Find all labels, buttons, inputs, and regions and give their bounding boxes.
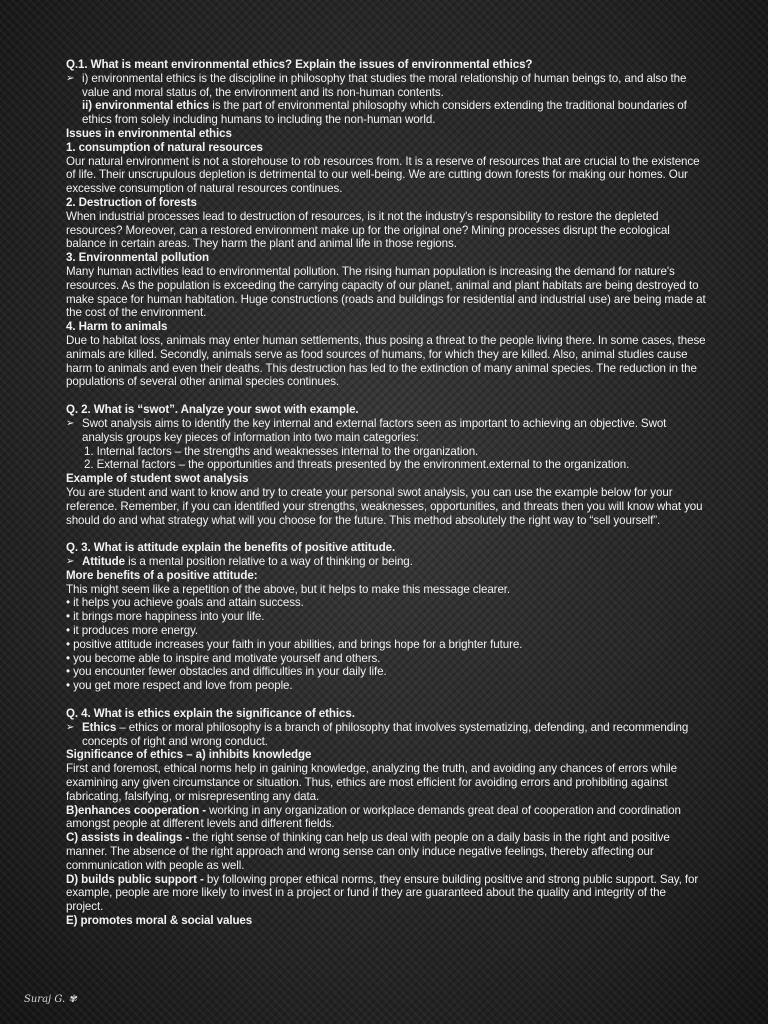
q4-d-item: D) builds public support - by following proper ethical norms, they ensure building positive and strong public support. Say, for example, people are more likely to invest in a project or fund if they are guaranteed about the quality and integrity of the project. bbox=[66, 872, 699, 914]
issues-heading: Issues in environmental ethics bbox=[66, 126, 232, 140]
q2-example-text: You are student and want to know and try to create your personal swot analysis, you can use the example below for your reference. Remember, if you can identified your strengths, weaknesses, opportunities, and threats then you will know what you should do and what strategy what will you choose for the future. This method absolutely the right way to “sell yourself”. bbox=[66, 485, 703, 527]
arrow-bullet-icon: ➢ bbox=[66, 556, 75, 568]
arrow-bullet-icon: ➢ bbox=[66, 721, 75, 733]
issue-1-heading: 1. consumption of natural resources bbox=[66, 140, 263, 154]
benefit-item: • you encounter fewer obstacles and difficulties in your daily life. bbox=[66, 665, 387, 679]
q2-intro: ➢ Swot analysis aims to identify the key internal and external factors seen as important to achieving an objective. Swot analysis groups key pieces of information into two main categories: bbox=[66, 416, 667, 444]
q2-title: Q. 2. What is “swot”. Analyze your swot with example. bbox=[66, 403, 359, 417]
q3-definition: ➢ Attitude is a mental position relative to a way of thinking or being. bbox=[66, 555, 413, 569]
benefit-item: • it brings more happiness into your life. bbox=[66, 610, 265, 624]
issue-3-heading: 3. Environmental pollution bbox=[66, 251, 209, 265]
issue-3-text: Many human activities lead to environmental pollution. The rising human population is increasing the demand for nature's resources. As the population is exceeding the carrying capacity of our planet, animal and plant habitats are being destroyed to make space for human habitation. Huge constructions (roads and buildings for residential and industrial use) are being made at the cost of the environment. bbox=[66, 264, 706, 320]
issue-4-text: Due to habitat loss, animals may enter human settlements, thus posing a threat to the people living there. In some cases, these animals are killed. Secondly, animals serve as food sources of humans, for which they are killed. Also, animal studies cause harm to animals and even their deaths. This destruction has led to the extinction of many animal species. The reduction in the populations of several other animal species continues. bbox=[66, 333, 706, 389]
q2-category-1: 1. Internal factors – the strengths and weaknesses internal to the organization. bbox=[84, 444, 479, 458]
q3-title: Q. 3. What is attitude explain the benefits of positive attitude. bbox=[66, 541, 396, 555]
benefit-item: • you become able to inspire and motivate yourself and others. bbox=[66, 651, 381, 665]
q4-b-item: B)enhances cooperation - working in any organization or workplace demands great deal of cooperation and coordination amongst people at different levels and different fields. bbox=[66, 803, 681, 831]
signature: Suraj G. ✾ bbox=[24, 994, 77, 1005]
q4-title: Q. 4. What is ethics explain the significance of ethics. bbox=[66, 707, 355, 721]
q1-definition-2: ii) environmental ethics is the part of environmental philosophy which considers extending the traditional boundaries of ethics from solely including humans to including the non-human world. bbox=[82, 99, 687, 127]
document-page bbox=[66, 58, 706, 928]
benefit-item: • it produces more energy. bbox=[66, 624, 199, 638]
q1-title: Q.1. What is meant environmental ethics? Explain the issues of environmental ethics? bbox=[66, 58, 533, 71]
q4-significance-heading: Significance of ethics – a) inhibits knowledge bbox=[66, 748, 312, 762]
q2-category-2: 2. External factors – the opportunities and threats presented by the environment.external to the organization. bbox=[84, 458, 630, 472]
issue-2-text: When industrial processes lead to destruction of resources, is it not the industry's responsibility to restore the depleted resources? Moreover, can a restored environment make up for the original one? Mining processes disrupt the ecological balance in certain areas. They harm the plant and animal life in those regions. bbox=[66, 209, 670, 251]
issue-2-heading: 2. Destruction of forests bbox=[66, 195, 197, 209]
benefit-item: • you get more respect and love from people. bbox=[66, 679, 293, 693]
q1-definition-1: ➢ i) environmental ethics is the discipline in philosophy that studies the moral relationship of human beings to, and also the value and moral status of, the environment and its non-human contents. bbox=[66, 71, 687, 99]
ornament-icon: ✾ bbox=[68, 994, 77, 1005]
arrow-bullet-icon: ➢ bbox=[66, 417, 75, 429]
benefit-item: • it helps you achieve goals and attain success. bbox=[66, 596, 304, 610]
q3-more-intro: This might seem like a repetition of the above, but it helps to make this message clearer. bbox=[66, 582, 511, 596]
q3-more-heading: More benefits of a positive attitude: bbox=[66, 568, 258, 582]
benefit-item: • positive attitude increases your faith in your abilities, and brings hope for a brighter future. bbox=[66, 637, 523, 651]
q4-definition: ➢ Ethics – ethics or moral philosophy is a branch of philosophy that involves systematizing, defending, and recommending concepts of right and wrong conduct. bbox=[66, 720, 689, 748]
q4-e-heading: E) promotes moral & social values bbox=[66, 914, 253, 928]
q2-example-heading: Example of student swot analysis bbox=[66, 472, 249, 486]
q4-a-text: First and foremost, ethical norms help in gaining knowledge, analyzing the truth, and avoiding any chances of errors while examining any given circumstance or situation. Thus, ethics are most efficient for avoiding errors and prohibiting against fabricating, falsifying, or misrepresenting any data. bbox=[66, 762, 677, 803]
q4-c-item: C) assists in dealings - the right sense of thinking can help us deal with people on a daily basis in the right and positive manner. The absence of the right approach and wrong sense can only induce negative feelings, thereby affecting our communication with people as well. bbox=[66, 831, 670, 872]
arrow-bullet-icon: ➢ bbox=[66, 72, 75, 84]
issue-4-heading: 4. Harm to animals bbox=[66, 320, 168, 334]
issue-1-text: Our natural environment is not a storehouse to rob resources from. It is a reserve of resources that are crucial to the existence of life. Their unscrupulous depletion is detrimental to our well-being. We are cutting down forests for making our homes. Our excessive consumption of natural resources continues. bbox=[66, 154, 700, 196]
